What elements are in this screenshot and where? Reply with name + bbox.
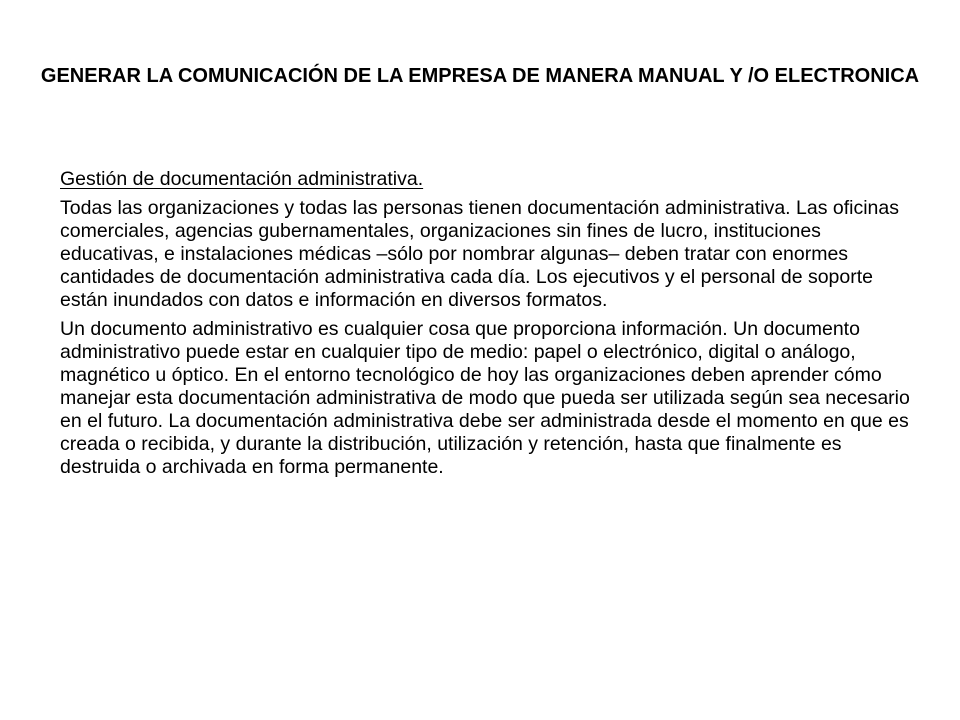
body-paragraph-2: Un documento administrativo es cualquier cosa que proporciona información. Un documento administrativo puede estar en cualquier tipo de medio: papel o electrónico, digital o análogo, magnético u óptico. En el entorno tecnológico de hoy las organizaciones deben aprender cómo manejar esta documentación administrativa de modo que pueda ser utilizada según sea necesario en el futuro. La documentación administrativa debe ser administrada desde el momento en que es creada o recibida, y durante la distribución, utilización y retención, hasta que finalmente es destruida o archivada en forma permanente. — [60, 318, 910, 478]
slide-title: GENERAR LA COMUNICACIÓN DE LA EMPRESA DE MANERA MANUAL Y /O ELECTRONICA — [40, 65, 920, 87]
section-subheading: Gestión de documentación administrativa. — [60, 168, 424, 190]
slide-body — [60, 168, 920, 485]
body-paragraph-1: Todas las organizaciones y todas las personas tienen documentación administrativa. Las oficinas comerciales, agencias gubernamentales, organizaciones sin fines de lucro, instituciones educativas, e instalaciones médicas –sólo por nombrar algunas– deben tratar con enormes cantidades de documentación administrativa cada día. Los ejecutivos y el personal de soporte están inundados con datos e información en diversos formatos. — [60, 197, 899, 311]
